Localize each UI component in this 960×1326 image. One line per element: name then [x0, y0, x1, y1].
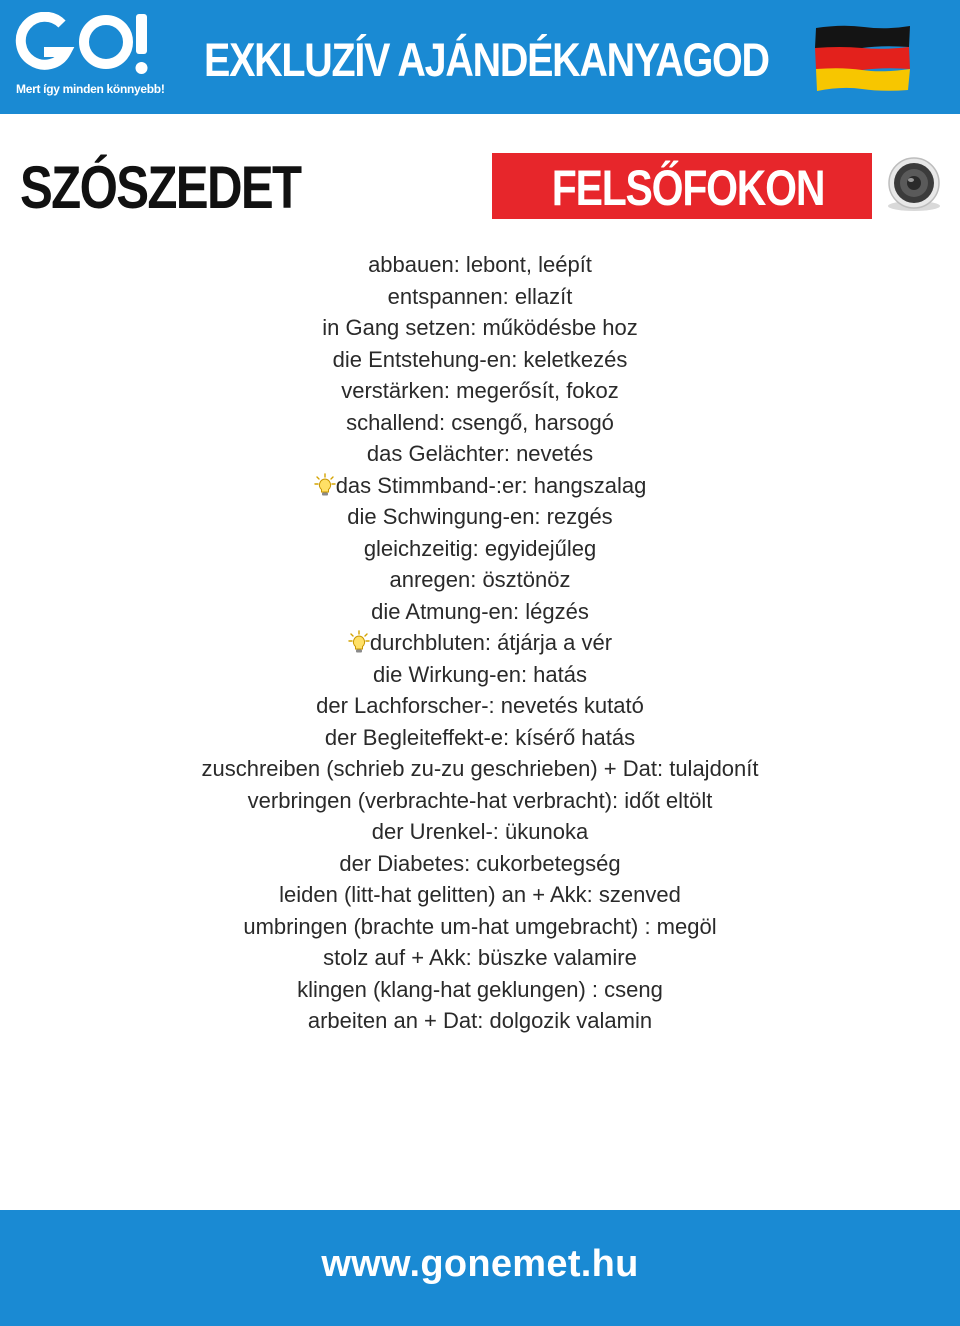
- vocab-text: der Lachforscher-: nevetés kutató: [316, 693, 644, 718]
- vocab-item: [0, 249, 960, 281]
- vocab-text: verstärken: megerősít, fokoz: [341, 378, 619, 403]
- footer-banner: [0, 1210, 960, 1326]
- vocab-item: [0, 879, 960, 911]
- vocab-text: die Entstehung-en: keletkezés: [332, 346, 628, 372]
- vocab-text: verbringen (verbrachte-hat verbracht): időt eltölt: [247, 787, 713, 813]
- vocabulary-list: [0, 249, 960, 1037]
- vocab-text: der Begleiteffekt-e: kísérő hatás: [324, 724, 636, 750]
- vocab-text: umbringen (brachte um-hat umgebracht) : megöl: [243, 913, 717, 939]
- level-badge: [492, 153, 872, 219]
- vocab-item: [0, 627, 960, 659]
- vocab-item: [0, 375, 960, 407]
- vocab-item: [0, 564, 960, 596]
- vocab-text: durchbluten: átjárja a vér: [369, 630, 613, 655]
- vocab-item: [0, 911, 960, 943]
- lightbulb-icon: [348, 630, 370, 654]
- vocab-item: [0, 407, 960, 439]
- vocab-text: der Diabetes: cukorbetegség: [339, 850, 621, 876]
- level-label: FELSŐFOKON: [551, 160, 825, 216]
- vocab-text: der Urenkel-: ükunoka: [371, 819, 589, 844]
- vocab-text: zuschreiben (schrieb zu-zu geschrieben) + Dat: tulajdonít: [201, 756, 759, 781]
- header-banner: [0, 0, 960, 114]
- header-title: EXKLUZÍV AJÁNDÉKANYAGOD: [204, 33, 769, 86]
- vocab-text: in Gang setzen: működésbe hoz: [322, 315, 638, 340]
- vocab-item: [0, 533, 960, 565]
- go-logo-icon: [14, 12, 154, 78]
- vocab-item: [0, 312, 960, 344]
- vocab-item: [0, 344, 960, 376]
- vocab-item: [0, 785, 960, 817]
- vocab-item: [0, 438, 960, 470]
- vocab-text: das Gelächter: nevetés: [366, 441, 594, 466]
- vocab-item: [0, 596, 960, 628]
- vocab-item: [0, 659, 960, 691]
- vocab-text: leiden (litt-hat gelitten) an + Akk: szenved: [279, 882, 681, 907]
- vocab-item: [0, 753, 960, 785]
- logo-tagline: Mert így minden könnyebb!: [16, 82, 165, 96]
- vocab-item: [0, 470, 960, 502]
- vocab-text: die Atmung-en: légzés: [371, 598, 589, 624]
- vocab-text: anregen: ösztönöz: [389, 567, 571, 592]
- vocab-item: [0, 281, 960, 313]
- website-link[interactable]: www.gonemet.hu: [321, 1243, 639, 1285]
- vocab-item: [0, 848, 960, 880]
- section-title: SZÓSZEDET: [20, 154, 301, 221]
- vocab-text: das Stimmband-:er: hangszalag: [335, 472, 647, 498]
- vocab-item: [0, 942, 960, 974]
- vocab-text: arbeiten an + Dat: dolgozik valamin: [307, 1008, 653, 1033]
- vocab-text: stolz auf + Akk: büszke valamire: [323, 945, 637, 970]
- lightbulb-icon: [314, 473, 336, 497]
- vocab-item: [0, 690, 960, 722]
- vocab-text: klingen (klang-hat geklungen) : cseng: [297, 976, 663, 1002]
- vocab-item: [0, 816, 960, 848]
- vocab-text: entspannen: ellazít: [387, 283, 573, 309]
- german-flag-icon: [812, 22, 912, 94]
- vocab-text: abbauen: lebont, leépít: [368, 252, 592, 277]
- vocab-text: die Schwingung-en: rezgés: [347, 504, 613, 529]
- speaker-icon[interactable]: [884, 156, 944, 212]
- vocab-item: [0, 501, 960, 533]
- vocab-item: [0, 722, 960, 754]
- vocab-text: schallend: csengő, harsogó: [346, 409, 614, 435]
- vocab-item: [0, 974, 960, 1006]
- vocab-text: gleichzeitig: egyidejűleg: [363, 535, 597, 561]
- go-logo[interactable]: [14, 12, 165, 102]
- vocab-text: die Wirkung-en: hatás: [373, 661, 587, 687]
- vocab-item: [0, 1005, 960, 1037]
